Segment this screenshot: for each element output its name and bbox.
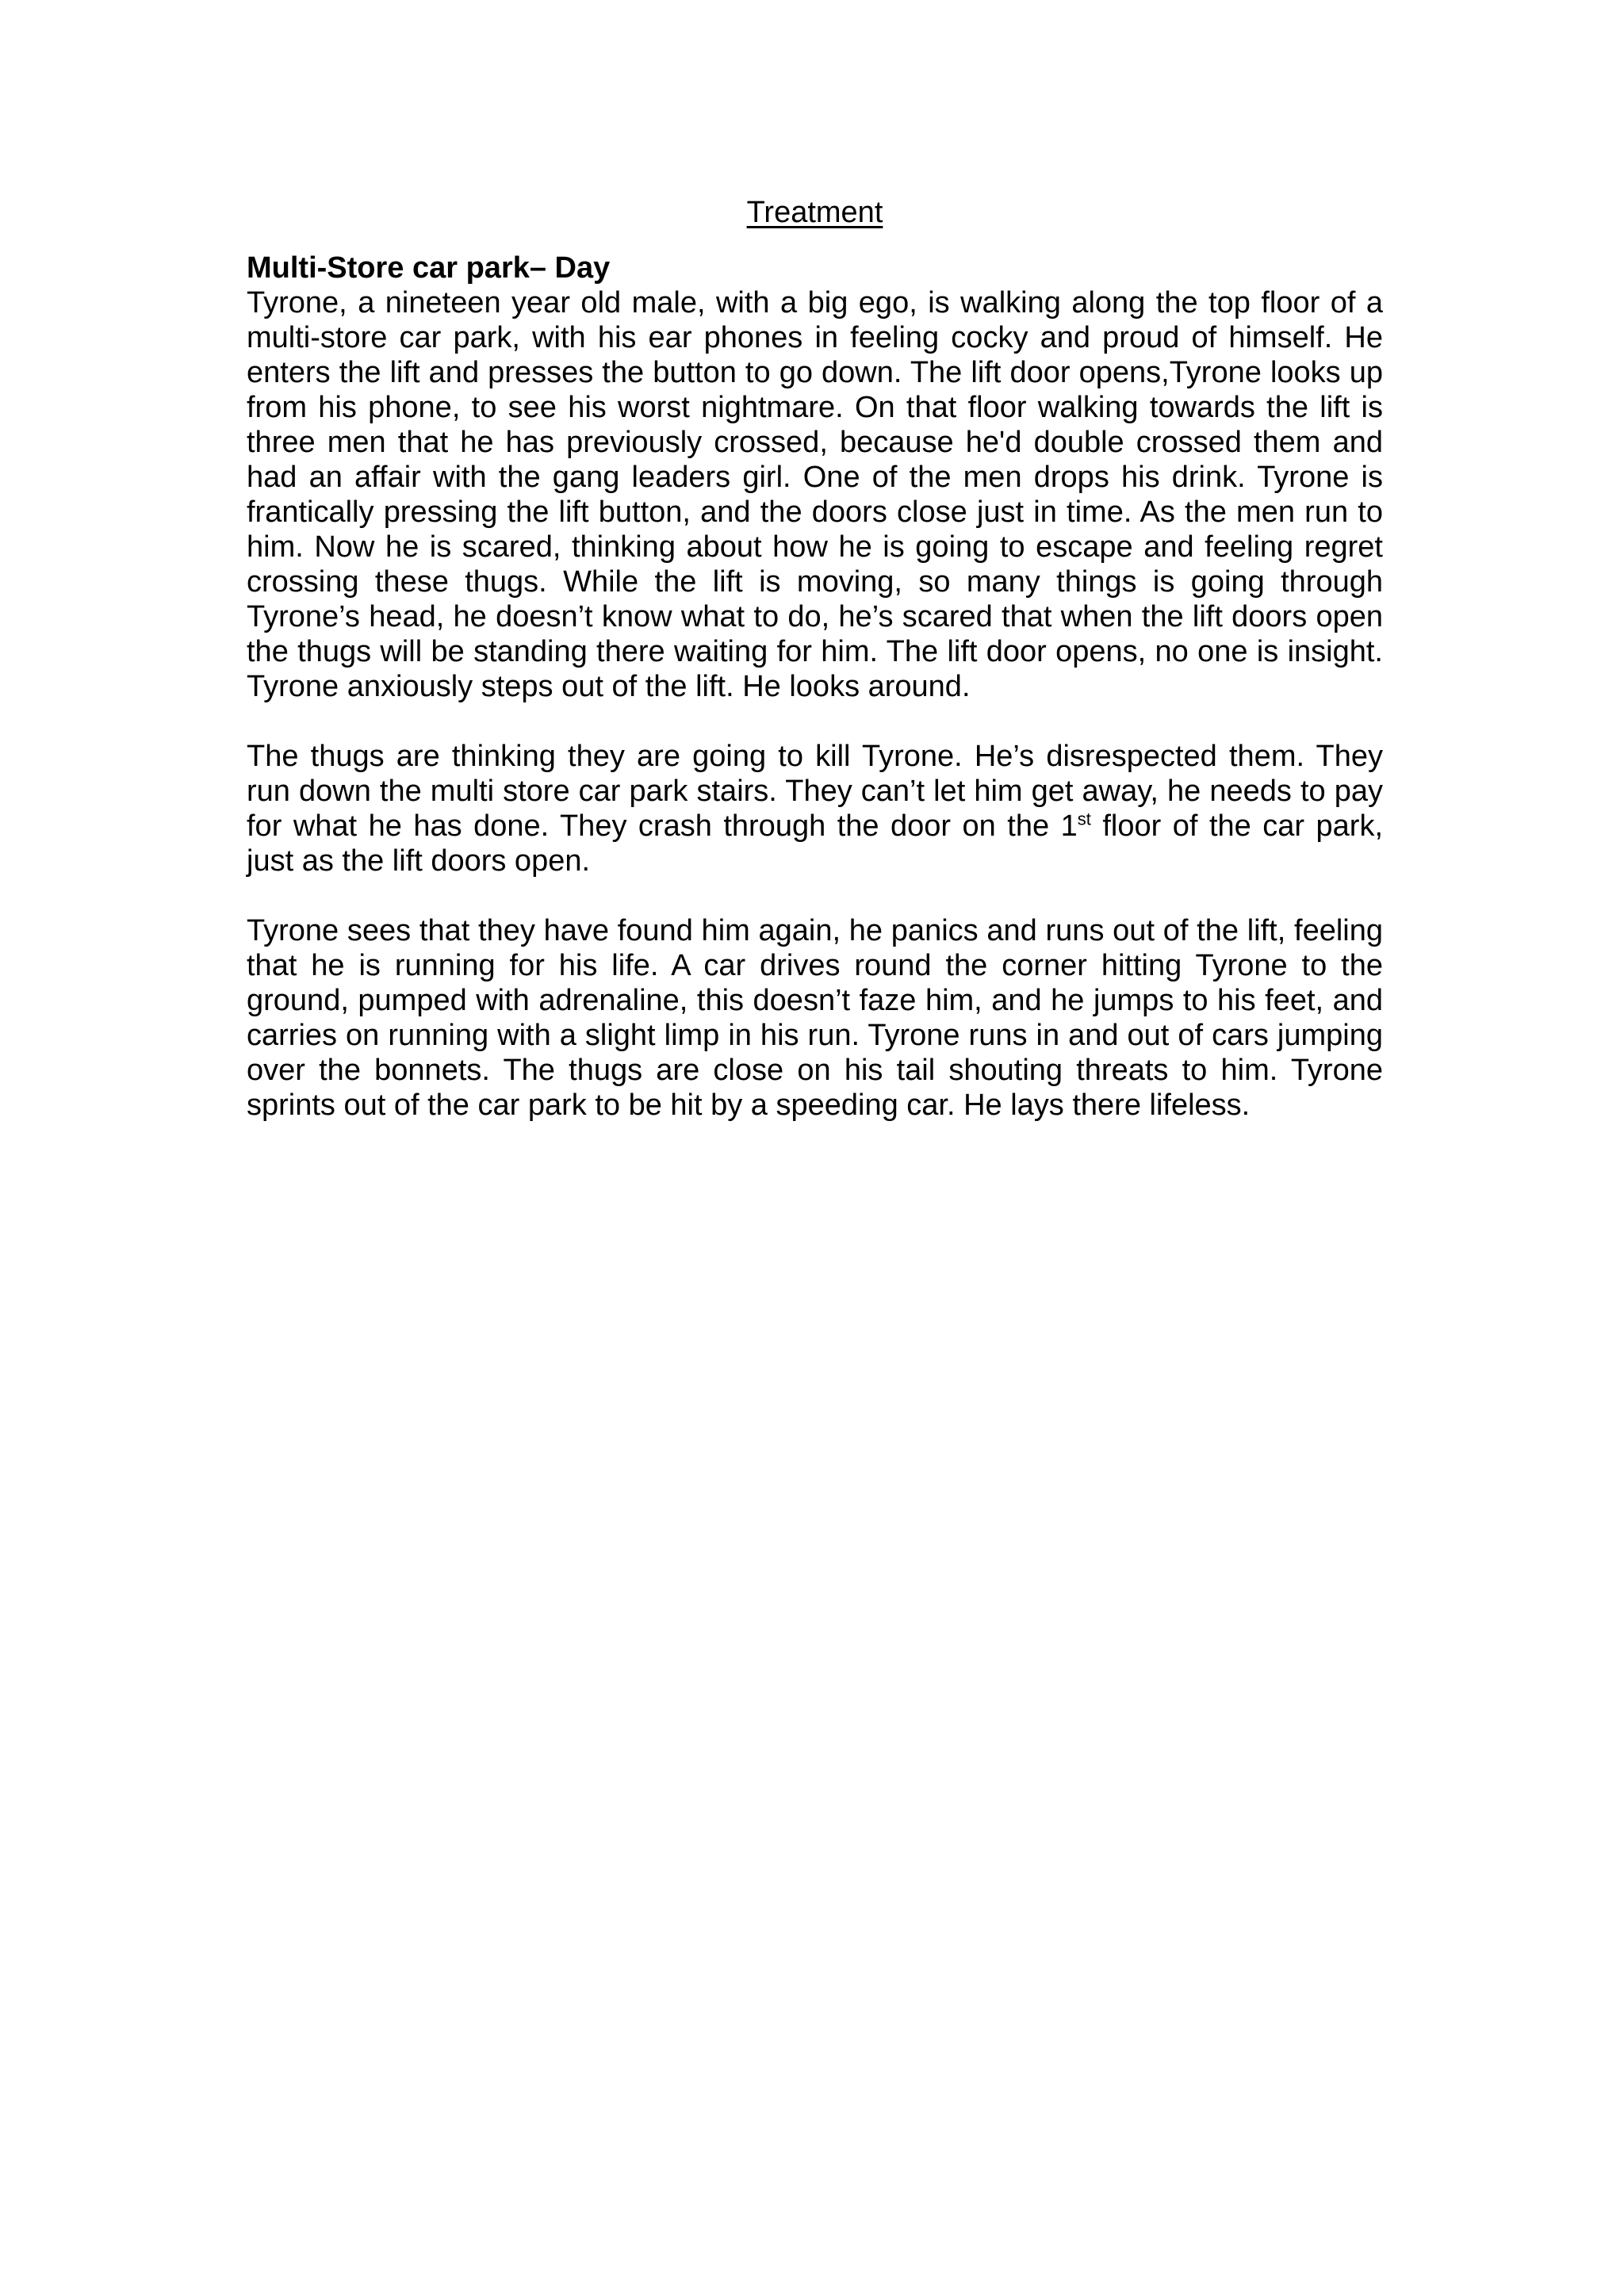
document-page xyxy=(247,195,1383,1158)
paragraph-2-text-end: floor of the car park, just as the lift doors open. xyxy=(247,809,1383,878)
paragraph-2-text-start: The thugs are thinking they are going to kill Tyrone. He’s disrespected them. They run down the multi store car park stairs. They can’t let him get away, he needs to pay for what he has done. They crash through the door on the 1 xyxy=(247,740,1383,843)
paragraph-3: Tyrone sees that they have found him again, he panics and runs out of the lift, feeling that he is running for his life. A car drives round the corner hitting Tyrone to the ground, pumped with adrenaline, this doesn’t faze him, and he jumps to his feet, and carries on running with a slight limp in his run. Tyrone runs in and out of cars jumping over the bonnets. The thugs are close on his tail shouting threats to him. Tyrone sprints out of the car park to be hit by a speeding car. He lays there lifeless. xyxy=(247,914,1383,1122)
document-title: Treatment xyxy=(746,196,883,229)
ordinal-suffix: st xyxy=(1077,809,1091,829)
paragraph-2 xyxy=(247,739,1383,878)
scene-heading: Multi-Store car park– Day xyxy=(247,251,611,285)
paragraph-1: Tyrone, a nineteen year old male, with a big ego, is walking along the top floor of a multi-store car park, with his ear phones in feeling cocky and proud of himself. He enters the lift and presses the button to go down. The lift door opens,Tyrone looks up from his phone, to see his worst nightmare. On that floor walking towards the lift is three men that he has previously crossed, because he'd double crossed them and had an affair with the gang leaders girl. One of the men drops his drink. Tyrone is frantically pressing the lift button, and the doors close just in time. As the men run to him. Now he is scared, thinking about how he is going to escape and feeling regret crossing these thugs. While the lift is moving, so many things is going through Tyrone’s head, he doesn’t know what to do, he’s scared that when the lift doors open the thugs will be standing there waiting for him. The lift door opens, no one is insight. Tyrone anxiously steps out of the lift. He looks around. xyxy=(247,286,1383,703)
